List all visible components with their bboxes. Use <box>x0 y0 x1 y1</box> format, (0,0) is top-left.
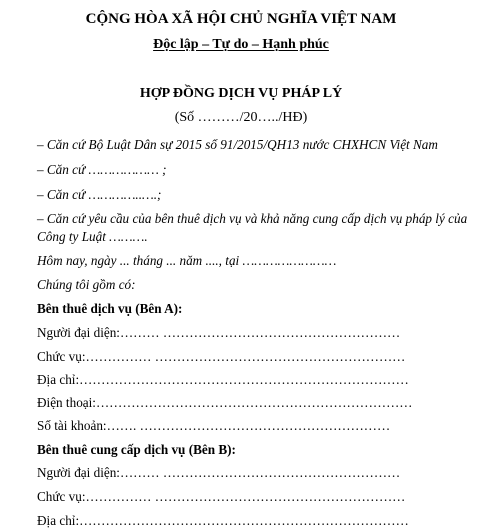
date-location-line: Hôm nay, ngày ... tháng ... năm ...., tại …………………… <box>37 253 337 268</box>
legal-basis-line: – Căn cứ Bộ Luật Dân sự 2015 số 91/2015/QH13 nước CHXHCN Việt Nam <box>37 137 438 152</box>
party-a-phone: Điện thoại:……………………………………………………………… <box>37 395 413 410</box>
parties-intro: Chúng tôi gồm có: <box>37 277 136 292</box>
party-a-heading: Bên thuê dịch vụ (Bên A): <box>37 301 183 316</box>
party-b-heading: Bên thuê cung cấp dịch vụ (Bên B): <box>37 442 236 457</box>
party-a-address: Địa chỉ:………………………………………………………………… <box>37 372 409 387</box>
party-b-representative: Người đại diện:……… ……………………………………………… <box>37 465 401 480</box>
legal-basis-line: – Căn cứ ……………… ; <box>37 162 167 177</box>
legal-basis-line: – Căn cứ yêu cầu của bên thuê dịch vụ và khả năng cung cấp dịch vụ pháp lý của <box>37 211 468 226</box>
party-a-position: Chức vụ:…………… ………………………………………………… <box>37 349 406 364</box>
party-a-account: Số tài khoản:……. ………………………………………………… <box>37 418 391 433</box>
nation-heading: CỘNG HÒA XÃ HỘI CHỦ NGHĨA VIỆT NAM <box>85 11 397 27</box>
party-b-address: Địa chỉ:………………………………………………………………… <box>37 513 409 528</box>
party-b-position: Chức vụ:…………… ………………………………………………… <box>37 489 406 504</box>
national-motto: Độc lập – Tự do – Hạnh phúc <box>153 37 329 52</box>
legal-basis-line: – Căn cứ …………..….; <box>37 187 162 202</box>
contract-title: HỢP ĐỒNG DỊCH VỤ PHÁP LÝ <box>139 86 343 101</box>
party-a-representative: Người đại diện:……… ……………………………………………… <box>37 325 401 340</box>
contract-number: (Số ………/20…../HĐ) <box>174 110 308 125</box>
legal-basis-line: Công ty Luật ………. <box>37 229 148 244</box>
